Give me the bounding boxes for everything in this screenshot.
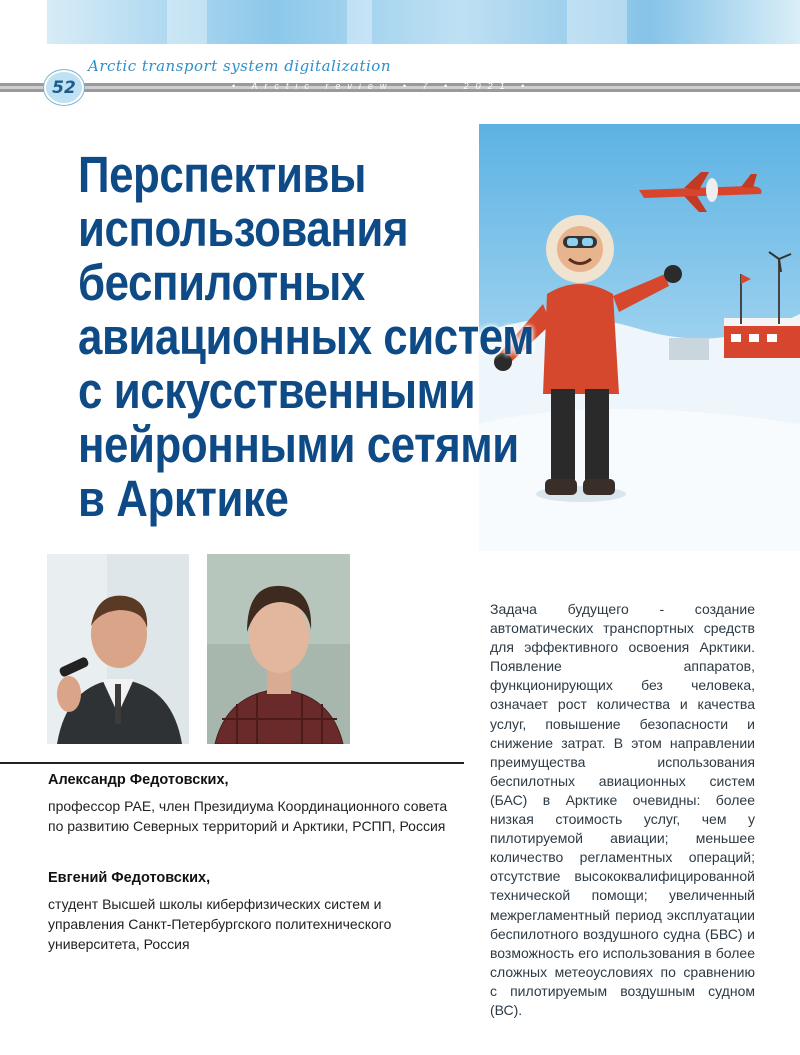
- author-photo-alexander: [47, 554, 189, 744]
- author-block-2: [48, 870, 448, 954]
- author-block-1: [48, 772, 448, 836]
- author-name: Александр Федотовских,: [48, 772, 229, 788]
- author-affiliation: профессор РАЕ, член Президиума Координационного совета по развитию Северных территорий и Арктики, РСПП, Россия: [48, 798, 448, 834]
- article-title: Перспективы использования беспилотных авиационных систем с искусственными нейронными сетями в Арктике: [78, 146, 535, 527]
- page-number: 52: [44, 70, 84, 105]
- section-title: Arctic transport system digitalization: [88, 57, 391, 75]
- header-banner: [47, 0, 800, 44]
- journal-reference: • Arctic review • 7 • 2021 •: [232, 81, 532, 91]
- article-abstract: Задача будущего - создание автоматических транспортных средств для эффективного освоения Арктики. Появление аппаратов, функционирующих без человека, означает рост количества и качества услуг, повышение безопасности и снижение затрат. В этом направлении преимущества использования беспилотных авиационных систем (БАС) в Арктике очевидны: более низкая стоимость услуг, чем у пилотируемой авиации; меньшее количество регламентных операций; отсутствие высококвалифицированной технической помощи; увеличенный межрегламентный период эксплуатации беспилотного воздушного судна (БВС) и возможность его использования в более сложных метеоусловиях по сравнению с пилотируемым воздушным судном (ВС).: [490, 601, 755, 1018]
- author-divider: [0, 762, 464, 764]
- author-affiliation: студент Высшей школы киберфизических систем и управления Санкт-Петербургского политехнического университета, Россия: [48, 896, 392, 952]
- author-photo-evgeny: [207, 554, 350, 744]
- author-name: Евгений Федотовских,: [48, 870, 211, 886]
